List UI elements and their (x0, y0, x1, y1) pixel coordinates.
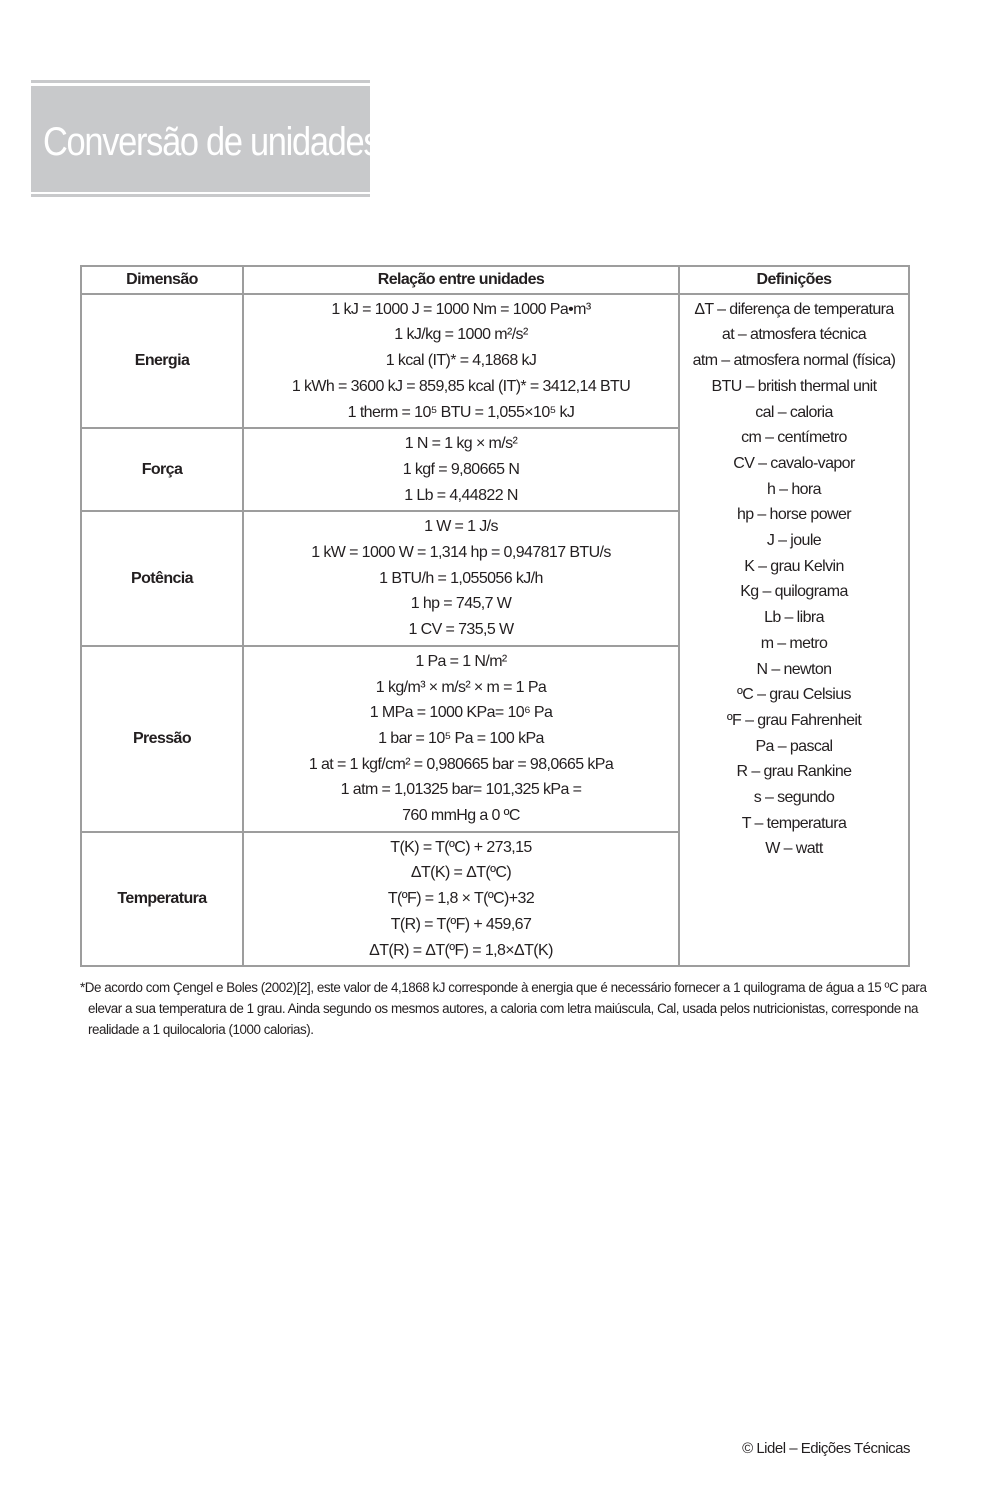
definition-item: Kg – quilograma (740, 583, 848, 601)
relation-line: 1 kWh = 3600 kJ = 859,85 kcal (IT)* = 3412,14 BTU (291, 377, 631, 395)
definition-item: cm – centímetro (741, 429, 847, 447)
header-definitions: Definições (679, 266, 909, 294)
definition-item: m – metro (760, 634, 828, 652)
definition-item: atm – atmosfera normal (física) (692, 352, 896, 370)
relation-line: 1 W = 1 J/s (424, 518, 498, 536)
relation-line: 1 kg/m³ × m/s² × m = 1 Pa (375, 678, 547, 696)
relation-line: T(ºF) = 1,8 × T(ºC)+32 (387, 890, 535, 908)
relation-line: T(R) = T(ºF) + 459,67 (390, 915, 532, 933)
definition-item: at – atmosfera técnica (721, 326, 867, 344)
page-title: Conversão de unidades (43, 120, 380, 164)
dimension-cell: Pressão (81, 646, 243, 832)
relations-cell (243, 646, 679, 832)
title-top-rule (31, 80, 370, 83)
relations-cell (243, 428, 679, 511)
definition-item: W – watt (765, 840, 823, 858)
relation-line: ΔT(K) = ΔT(ºC) (410, 864, 512, 882)
relation-line: 1 kgf = 9,80665 N (402, 460, 520, 478)
dimension-cell: Força (81, 428, 243, 511)
dimension-cell: Temperatura (81, 832, 243, 967)
definition-item: K – grau Kelvin (744, 557, 844, 575)
relations-cell (243, 511, 679, 646)
dimension-cell: Potência (81, 511, 243, 646)
relation-line: 1 Pa = 1 N/m² (415, 652, 507, 670)
title-banner (31, 86, 380, 192)
relation-line: 1 N = 1 kg × m/s² (404, 435, 518, 453)
table-row (81, 294, 909, 429)
relation-line: 1 at = 1 kgf/cm² = 0,980665 bar = 98,0665 kPa (308, 755, 614, 773)
relation-line: ΔT(R) = ΔT(ºF) = 1,8×ΔT(K) (369, 941, 553, 959)
definition-item: Lb – libra (764, 609, 824, 627)
relation-line: T(K) = T(ºC) + 273,15 (390, 838, 532, 856)
header-relations: Relação entre unidades (243, 266, 679, 294)
relation-line: 1 kcal (IT)* = 4,1868 kJ (385, 352, 537, 370)
relation-line: 1 hp = 745,7 W (410, 595, 512, 613)
relation-line: 1 CV = 735,5 W (408, 621, 514, 639)
definition-item: Pa – pascal (755, 737, 833, 755)
unit-conversion-table (80, 265, 910, 967)
footnote-line: realidade a 1 quilocaloria (1000 calorias). (88, 1022, 314, 1037)
relation-line: 1 Lb = 4,44822 N (404, 486, 518, 504)
definition-item: ºC – grau Celsius (737, 686, 851, 704)
definition-item: T – temperatura (741, 814, 847, 832)
relation-line: 1 BTU/h = 1,055056 kJ/h (379, 569, 543, 587)
relation-line: 1 bar = 10⁵ Pa = 100 kPa (378, 729, 544, 747)
definition-item: N – newton (756, 660, 832, 678)
relation-line: 1 kJ = 1000 J = 1000 Nm = 1000 Pa•m³ (331, 300, 591, 318)
definition-item: cal – caloria (755, 403, 833, 421)
definition-item: ΔT – diferença de temperatura (694, 300, 894, 318)
footnote (80, 977, 927, 1040)
footnote-line: *De acordo com Çengel e Boles (2002)[2], este valor de 4,1868 kJ corresponde à energia que é necessário fornecer a 1 quilograma de água a 15 ºC para (80, 980, 927, 995)
relations-cell (243, 294, 679, 429)
table-header-row (81, 266, 909, 294)
relation-line: 1 MPa = 1000 KPa= 10⁶ Pa (369, 704, 553, 722)
relation-line: 1 therm = 10⁵ BTU = 1,055×10⁵ kJ (347, 403, 575, 421)
definition-item: hp – horse power (736, 506, 852, 524)
definition-item: CV – cavalo-vapor (733, 454, 855, 472)
definition-item: J – joule (766, 532, 822, 550)
relation-line: 1 atm = 1,01325 bar= 101,325 kPa = (340, 781, 582, 799)
dimension-cell: Energia (81, 294, 243, 429)
relation-line: 760 mmHg a 0 ºC (402, 807, 520, 825)
definition-item: s – segundo (753, 789, 835, 807)
relations-cell (243, 832, 679, 967)
definitions-cell (679, 294, 909, 967)
copyright-footer: © Lidel – Edições Técnicas (742, 1440, 910, 1457)
header-dimension: Dimensão (81, 266, 243, 294)
relation-line: 1 kJ/kg = 1000 m²/s² (394, 326, 528, 344)
definition-item: h – hora (767, 480, 821, 498)
relation-line: 1 kW = 1000 W = 1,314 hp = 0,947817 BTU/s (311, 544, 611, 562)
footnote-line: elevar a sua temperatura de 1 grau. Ainda segundo os mesmos autores, a caloria com letra maiúscula, Cal, usada pelos nutricionistas, corresponde na (88, 1001, 919, 1016)
definition-item: R – grau Rankine (736, 763, 852, 781)
title-bottom-rule (31, 194, 370, 197)
definition-item: ºF – grau Fahrenheit (726, 711, 862, 729)
definition-item: BTU – british thermal unit (711, 377, 877, 395)
